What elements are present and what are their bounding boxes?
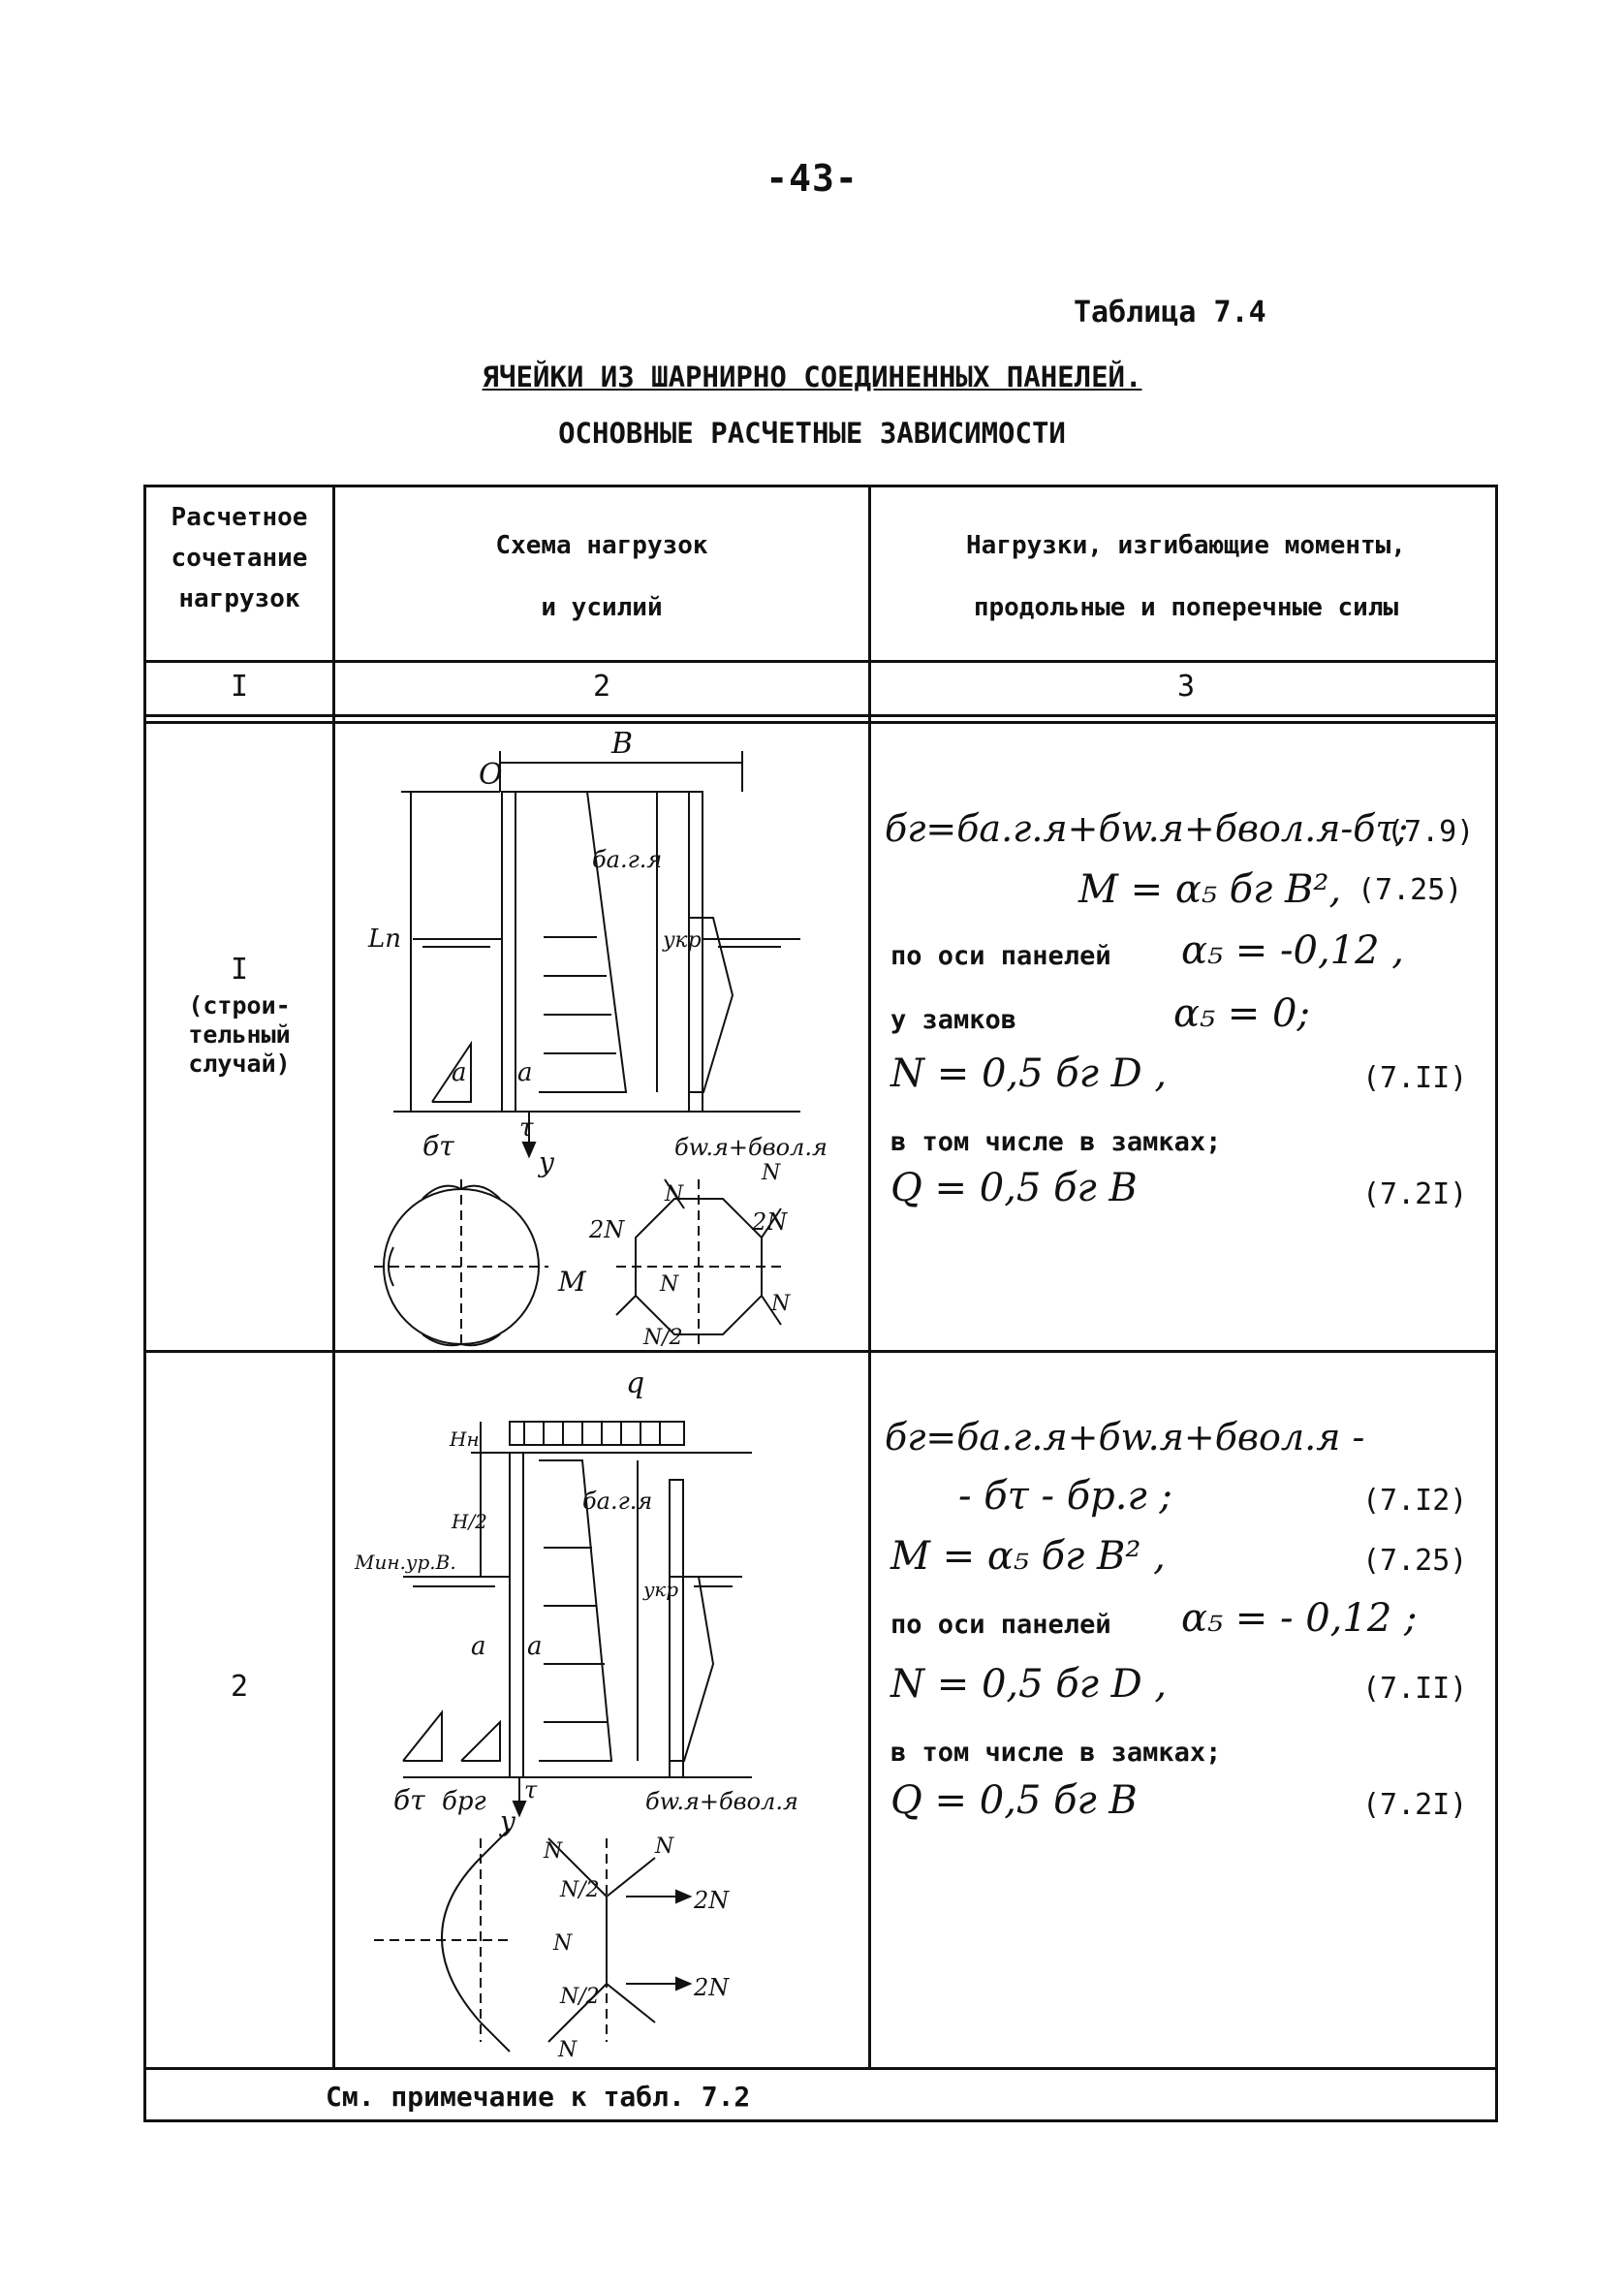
- header-col3-line: продольные и поперечные силы: [973, 593, 1399, 622]
- formula: α₅ = - 0,12 ;: [1181, 1596, 1418, 1641]
- formula-ref: (7.II): [1362, 1061, 1468, 1095]
- header-col1-line: нагрузок: [178, 584, 300, 613]
- label-2N: 2N: [694, 1887, 730, 1914]
- label-N-half: N/2: [643, 1326, 683, 1348]
- row-divider: [146, 660, 1495, 663]
- header-col1: [146, 497, 332, 619]
- case-number: I: [230, 953, 249, 987]
- formula-ref: (7.2I): [1362, 1177, 1468, 1211]
- column-number: 3: [1176, 670, 1196, 704]
- label-Ln: Lп: [368, 925, 402, 954]
- row-divider: [146, 2067, 1495, 2070]
- label-a: a: [452, 1058, 467, 1087]
- header-col1-line: Расчетное: [171, 503, 308, 532]
- label-a: a: [471, 1632, 486, 1661]
- label-2N: 2N: [589, 1216, 625, 1243]
- label-M: M: [558, 1266, 586, 1298]
- header-col1-line: сочетание: [171, 544, 308, 573]
- column-number: I: [230, 670, 249, 704]
- label-N: N: [762, 1161, 781, 1185]
- formula-ref: (7.9): [1387, 815, 1475, 849]
- label-O: O: [479, 758, 503, 792]
- header-col2-line: и усилий: [541, 593, 663, 622]
- formula: M = α₅ бг B² ,: [890, 1534, 1166, 1579]
- label-N: N: [553, 1931, 573, 1956]
- label-2N: 2N: [694, 1974, 730, 2001]
- label-tau: τ: [519, 1113, 534, 1143]
- label-B: B: [611, 727, 634, 761]
- formula-ref: (7.2I): [1362, 1788, 1468, 1822]
- row-divider: [146, 714, 1495, 717]
- formula: α₅ = -0,12 ,: [1181, 928, 1404, 973]
- table-label: Таблица 7.4: [1074, 296, 1266, 329]
- label-Hn: Hн: [450, 1427, 480, 1451]
- formula: бг=ба.г.я+бw.я+бвол.я -: [885, 1416, 1365, 1458]
- label-N: N: [771, 1292, 791, 1316]
- formula-text: по оси панелей: [890, 1610, 1111, 1640]
- formula: бг=ба.г.я+бw.я+бвол.я-бτ;: [885, 807, 1409, 850]
- formula: M = α₅ бг B²,: [1078, 867, 1342, 912]
- label-H2: H/2: [452, 1510, 487, 1533]
- label-y: y: [500, 1805, 515, 1837]
- label-sigma-w: бw.я+бвол.я: [674, 1134, 828, 1161]
- formula: N = 0,5 бг D ,: [890, 1051, 1168, 1096]
- label-sigma-w: бw.я+бвол.я: [645, 1788, 798, 1815]
- label-sigma-agr: ба.г.я: [592, 846, 663, 873]
- table-subtitle: ОСНОВНЫЕ РАСЧЕТНЫЕ ЗАВИСИМОСТИ: [558, 417, 1066, 450]
- label-N: N: [544, 1839, 563, 1864]
- label-N-half: N/2: [560, 1985, 600, 2009]
- formula: - бτ - бp.г ;: [958, 1474, 1172, 1519]
- header-col3-line: Нагрузки, изгибающие моменты,: [966, 531, 1406, 560]
- case-line: тельный: [188, 1020, 291, 1049]
- label-N: N: [558, 2038, 578, 2062]
- row-divider: [146, 1350, 1495, 1353]
- formula-ref: (7.25): [1362, 1544, 1468, 1578]
- label-ukp: yкр: [643, 1578, 679, 1601]
- formula-text: по оси панелей: [890, 941, 1111, 971]
- table-title: ЯЧЕЙКИ ИЗ ШАРНИРНО СОЕДИНЕННЫХ ПАНЕЛЕЙ.: [482, 361, 1142, 393]
- formula-text: у замков: [890, 1005, 1017, 1035]
- header-col3: [871, 515, 1501, 639]
- label-N: N: [655, 1834, 674, 1859]
- label-tau: τ: [524, 1776, 538, 1803]
- case-number: 2: [230, 1670, 249, 1704]
- label-sigma-tau: бτ: [422, 1130, 454, 1162]
- label-sigma-tau: бτ: [393, 1784, 425, 1816]
- label-ukp: yкр: [663, 928, 702, 953]
- col-divider: [868, 487, 871, 2067]
- label-N: N: [660, 1272, 679, 1297]
- label-N-half: N/2: [560, 1878, 600, 1902]
- table-note: См. примечание к табл. 7.2: [326, 2081, 751, 2113]
- case-line: случай): [188, 1050, 291, 1078]
- label-a2: a: [517, 1058, 533, 1087]
- column-number: 2: [592, 670, 611, 704]
- header-col2: [335, 515, 868, 639]
- page-number: -43-: [765, 157, 859, 200]
- label-sigma-pr: бpг: [442, 1787, 486, 1816]
- load-scheme-diagram-1: [335, 724, 868, 1348]
- formula-ref: (7.25): [1358, 873, 1463, 907]
- label-min-level: Мин.ур.В.: [355, 1551, 456, 1574]
- table: [143, 485, 1498, 2122]
- formula: α₅ = 0;: [1173, 991, 1310, 1036]
- label-q: q: [626, 1366, 645, 1400]
- formula: Q = 0,5 бг B: [890, 1166, 1138, 1210]
- load-scheme-diagram-2: [335, 1354, 868, 2065]
- label-a2: a: [527, 1632, 543, 1661]
- formula: Q = 0,5 бг B: [890, 1778, 1138, 1823]
- case-description: [146, 991, 332, 1079]
- case-line: (строи-: [188, 991, 291, 1019]
- formula-ref: (7.I2): [1362, 1484, 1468, 1518]
- label-N: N: [665, 1182, 684, 1207]
- header-col2-line: Схема нагрузок: [495, 531, 708, 560]
- formula: N = 0,5 бг D ,: [890, 1662, 1168, 1707]
- label-y: y: [539, 1146, 554, 1178]
- formula-text: в том числе в замках;: [890, 1127, 1222, 1157]
- formula-text: в том числе в замках;: [890, 1738, 1222, 1768]
- label-sigma-agr: ба.г.я: [582, 1488, 653, 1515]
- label-2N: 2N: [752, 1208, 788, 1236]
- formula-ref: (7.II): [1362, 1672, 1468, 1706]
